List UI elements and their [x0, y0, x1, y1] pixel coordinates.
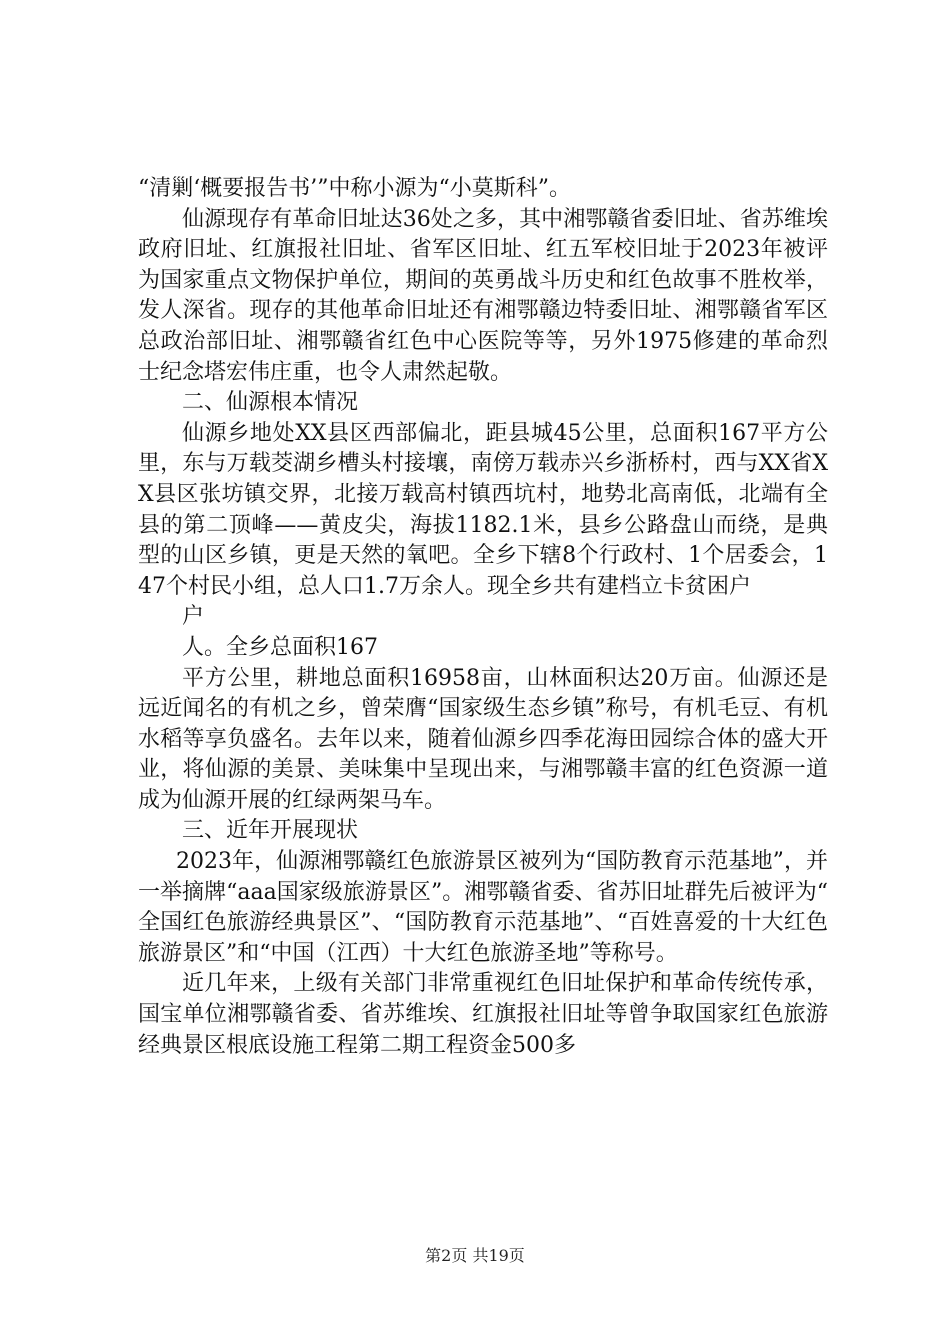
paragraph: 2023年，仙源湘鄂赣红色旅游景区被列为“国防教育示范基地”，并一举摘牌“aaa国家级旅游景区”。湘鄂赣省委、省苏旧址群先后被评为“全国红色旅游经典景区”、“国防教育示范基地”、“百姓喜爱的十大红色旅游景区”和“中国（江西）十大红色旅游圣地”等称号。 [138, 849, 829, 966]
document-body [138, 174, 828, 1061]
paragraph: 仙源现存有革命旧址达36处之多，其中湘鄂赣省委旧址、省苏维埃政府旧址、红旗报社旧址、省军区旧址、红五军校旧址于2023年被评为国家重点文物保护单位，期间的英勇战斗历史和红色故事不胜枚举，发人深省。现存的其他革命旧址还有湘鄂赣边特委旧址、湘鄂赣省军区总政治部旧址、湘鄂赣省红色中心医院等等，另外1975修建的革命烈士纪念塔宏伟庄重，也令人肃然起敬。 [138, 206, 828, 385]
paragraph: 户 [182, 604, 205, 630]
section-heading: 二、仙源根本情况 [182, 390, 359, 416]
page-footer [0, 1243, 950, 1266]
paragraph: “清剿‘概要报告书’”中称小源为“小莫斯科”。 [138, 176, 571, 201]
section-heading: 三、近年开展现状 [182, 818, 359, 844]
paragraph: 近几年来，上级有关部门非常重视红色旧址保护和革命传统传承，国宝单位湘鄂赣省委、省苏维埃、红旗报社旧址等曾争取国家红色旅游经典景区根底设施工程第二期工程资金500多 [138, 971, 828, 1058]
paragraph: 仙源乡地处XX县区西部偏北，距县城45公里，总面积167平方公里，东与万载茭湖乡槽头村接壤，南傍万载赤兴乡浙桥村，西与XX省XX县区张坊镇交界，北接万载高村镇西坑村，地势北高南低，北端有全县的第二顶峰——黄皮尖，海拔1182.1米，县乡公路盘山而绕，是典型的山区乡镇，更是天然的氧吧。全乡下辖8个行政村、1个居委会，147个村民小组，总人口1.7万余人。现全乡共有建档立卡贫困户 [138, 420, 828, 599]
paragraph: 人。全乡总面积167 [182, 634, 378, 660]
paragraph: 平方公里，耕地总面积16958亩，山林面积达20万亩。仙源还是远近闻名的有机之乡，曾荣膺“国家级生态乡镇”称号，有机毛豆、有机水稻等享负盛名。去年以来，随着仙源乡四季花海田园综合体的盛大开业，将仙源的美景、美味集中呈现出来，与湘鄂赣丰富的红色资源一道成为仙源开展的红绿两架马车。 [138, 665, 828, 813]
page-number: 第2页 共19页 [425, 1246, 525, 1265]
